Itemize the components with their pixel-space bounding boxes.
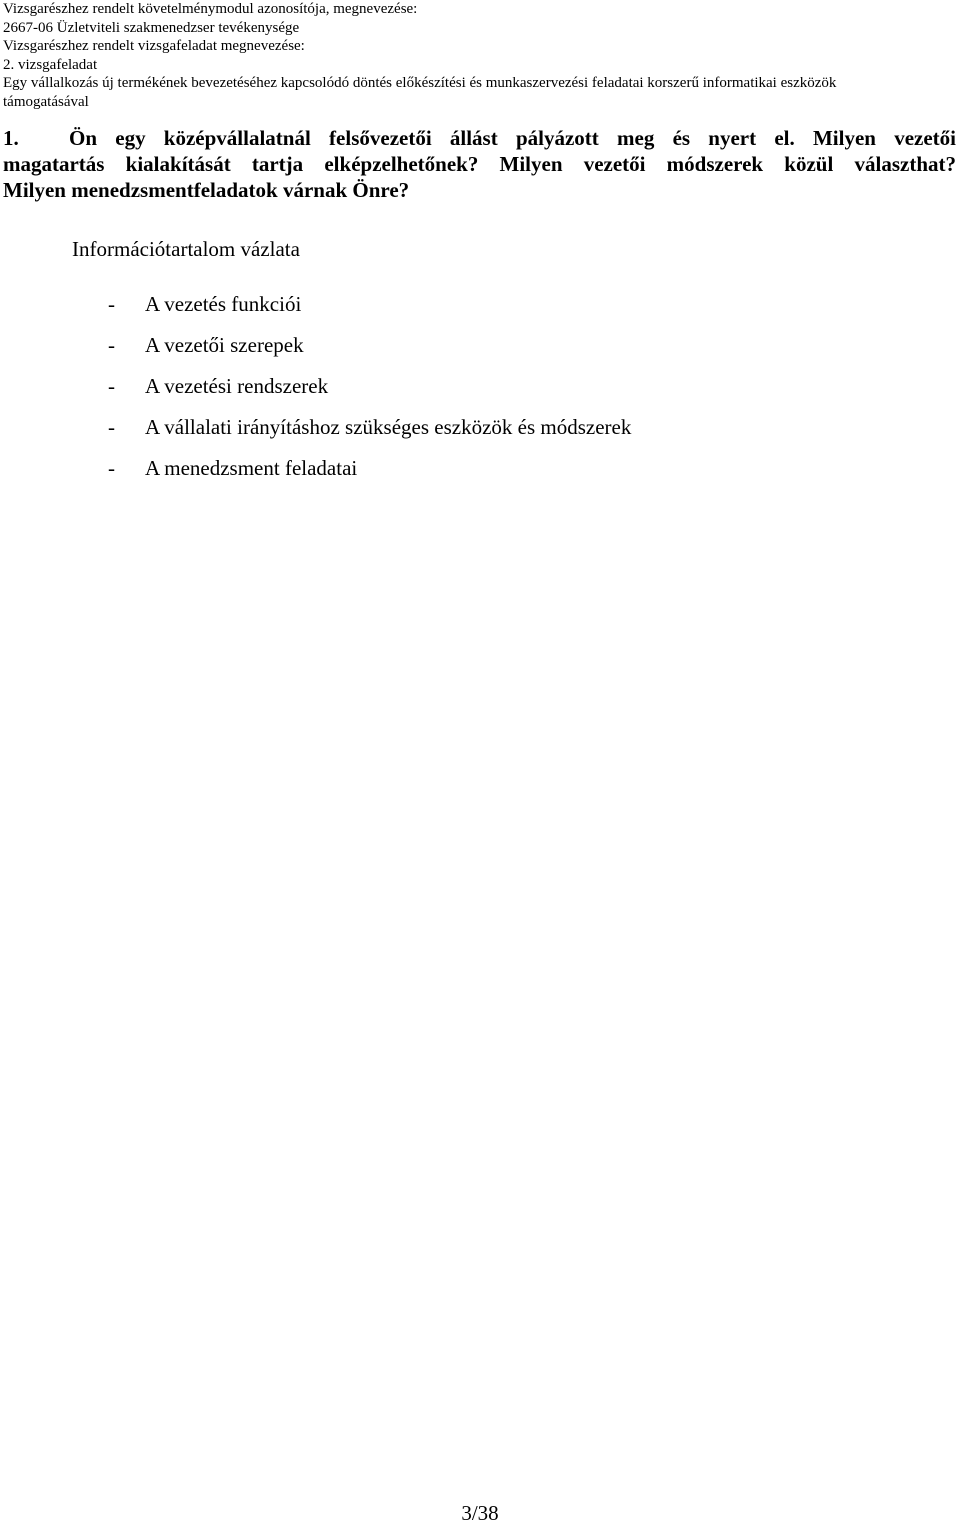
list-item	[108, 291, 631, 332]
header-line-task-title-cont: támogatásával	[3, 93, 89, 110]
header-line-task-label: Vizsgarészhez rendelt vizsgafeladat megnevezése:	[3, 38, 305, 54]
header-line-module-name: 2667-06 Üzletviteli szakmenedzser tevékenysége	[3, 19, 300, 36]
dash-bullet: -	[108, 292, 115, 316]
dash-bullet: -	[108, 374, 115, 398]
question-line-1	[3, 125, 956, 151]
question-text-line-2: magatartás kialakítását tartja elképzelhetőnek? Milyen vezetői módszerek közül választhat?	[3, 152, 956, 176]
info-outline-title: Információtartalom vázlata	[72, 237, 300, 261]
list-item-text: A vezetői szerepek	[145, 333, 304, 357]
document-header	[3, 0, 953, 111]
dash-bullet: -	[108, 415, 115, 439]
info-outline-list	[108, 291, 631, 496]
header-line-task-number: 2. vizsgafeladat	[3, 56, 98, 73]
header-line-task-title: Egy vállalkozás új termékének bevezetéséhez kapcsolódó döntés előkészítési és munkaszervezési feladatai korszerű informatikai eszközök	[3, 75, 837, 91]
list-item-text: A vállalati irányításhoz szükséges eszközök és módszerek	[145, 415, 632, 439]
question-block	[3, 125, 956, 203]
question-text-line-3: Milyen menedzsmentfeladatok várnak Önre?	[3, 178, 410, 202]
list-item	[108, 414, 631, 455]
header-line-module-label: Vizsgarészhez rendelt követelménymodul azonosítója, megnevezése:	[3, 1, 418, 17]
list-item	[108, 455, 631, 496]
dash-bullet: -	[108, 333, 115, 357]
question-number: 1.	[3, 126, 19, 150]
list-item-text: A menedzsment feladatai	[145, 456, 358, 480]
list-item	[108, 373, 631, 414]
dash-bullet: -	[108, 456, 115, 480]
page-number: 3/38	[461, 1501, 499, 1525]
list-item-text: A vezetési rendszerek	[145, 374, 329, 398]
list-item	[108, 332, 631, 373]
question-text-line-1: Ön egy középvállalatnál felsővezetői állást pályázott meg és nyert el. Milyen vezetői	[69, 126, 956, 150]
list-item-text: A vezetés funkciói	[145, 292, 302, 316]
